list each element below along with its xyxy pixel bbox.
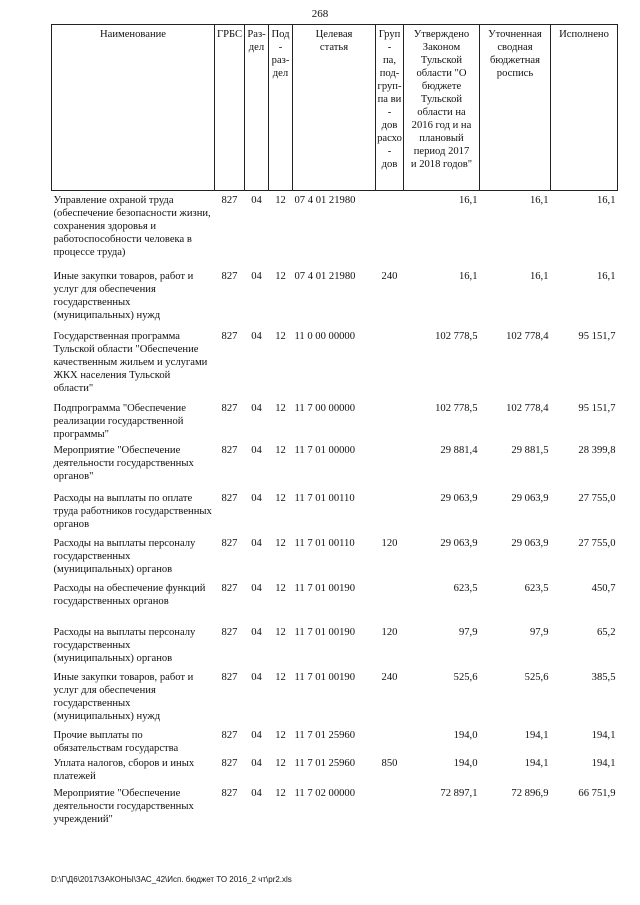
row-grbs: 827 — [221, 444, 238, 456]
row-section: 04 — [251, 729, 262, 741]
row-grbs: 827 — [221, 537, 238, 549]
row-approved: 29 063,9 — [440, 492, 478, 504]
table-row — [52, 582, 618, 626]
file-path-footer: D:\Г\Д6\2017\ЗАКОНЫ\ЗАС_42\Исп. бюджет ТО 2016_2 чт\pr2.xls — [51, 875, 292, 884]
table-row — [52, 626, 618, 671]
row-target-article: 11 7 01 25960 — [294, 729, 356, 741]
row-section: 04 — [251, 330, 262, 342]
row-expense-group — [376, 582, 404, 626]
row-expense-group — [376, 330, 404, 402]
row-target-article: 11 7 00 00000 — [294, 402, 356, 414]
row-expense-group: 120 — [381, 537, 398, 549]
table-row — [52, 492, 618, 537]
row-subsection: 12 — [275, 270, 286, 282]
row-refined: 525,6 — [524, 671, 549, 683]
row-name: Расходы на выплаты персоналу государственных (муниципальных) органов — [53, 626, 196, 664]
row-name: Управление охраной труда (обеспечение безопасности жизни, сохранения здоровья и работоспособности человека в процессе труда) — [53, 195, 211, 258]
row-subsection: 12 — [275, 582, 286, 594]
row-subsection: 12 — [275, 787, 286, 799]
row-name: Расходы на обеспечение функций государственных органов — [53, 582, 206, 607]
row-section: 04 — [251, 492, 262, 504]
row-target-article: 11 7 01 00110 — [294, 537, 355, 549]
row-expense-group — [376, 191, 404, 270]
row-grbs: 827 — [221, 729, 238, 741]
row-grbs: 827 — [221, 582, 238, 594]
row-name: Государственная программа Тульской области "Обеспечение качественным жильем и услугами ЖКХ населения Тульской области" — [53, 330, 208, 394]
row-section: 04 — [251, 787, 262, 799]
row-executed: 194,1 — [591, 729, 616, 741]
row-refined: 102 778,4 — [506, 402, 549, 414]
row-refined: 16,1 — [529, 270, 549, 282]
row-target-article: 11 7 02 00000 — [294, 787, 356, 799]
row-executed: 16,1 — [596, 270, 616, 282]
row-subsection: 12 — [275, 402, 286, 414]
row-executed: 95 151,7 — [578, 330, 616, 342]
row-expense-group — [376, 444, 404, 492]
row-executed: 28 399,8 — [578, 444, 616, 456]
row-executed: 65,2 — [596, 626, 616, 638]
row-approved: 97,9 — [458, 626, 478, 638]
header-refined: Уточненная сводная бюджетная роспись — [480, 25, 551, 191]
row-name: Подпрограмма "Обеспечение реализации государственной программы" — [53, 402, 186, 440]
row-refined: 29 063,9 — [511, 537, 549, 549]
row-approved: 194,0 — [453, 757, 478, 769]
row-executed: 16,1 — [596, 195, 616, 206]
row-approved: 16,1 — [458, 195, 478, 206]
row-refined: 16,1 — [529, 195, 549, 206]
row-executed: 95 151,7 — [578, 402, 616, 414]
header-row — [52, 25, 618, 191]
row-subsection: 12 — [275, 626, 286, 638]
row-section: 04 — [251, 757, 262, 769]
table-row — [52, 270, 618, 330]
row-refined: 194,1 — [524, 729, 549, 741]
row-grbs: 827 — [221, 757, 238, 769]
table-row — [52, 191, 618, 270]
header-expense-group: Груп- па, под- груп- па ви- дов расхо- дов — [376, 25, 404, 191]
row-subsection: 12 — [275, 330, 286, 342]
row-expense-group — [376, 402, 404, 444]
row-approved: 29 881,4 — [440, 444, 478, 456]
row-grbs: 827 — [221, 492, 238, 504]
table-row — [52, 402, 618, 444]
row-refined: 72 896,9 — [511, 787, 549, 799]
row-approved: 102 778,5 — [435, 402, 478, 414]
row-subsection: 12 — [275, 671, 286, 683]
row-executed: 27 755,0 — [578, 537, 616, 549]
row-target-article: 11 7 01 00000 — [294, 444, 356, 456]
row-approved: 623,5 — [453, 582, 478, 594]
row-name: Уплата налогов, сборов и иных платежей — [53, 757, 195, 782]
row-approved: 525,6 — [453, 671, 478, 683]
row-name: Расходы на выплаты по оплате труда работников государственных органов — [53, 492, 212, 530]
row-grbs: 827 — [221, 626, 238, 638]
row-refined: 97,9 — [529, 626, 549, 638]
table-row — [52, 729, 618, 757]
row-target-article: 07 4 01 21980 — [294, 195, 356, 206]
row-section: 04 — [251, 582, 262, 594]
table-row — [52, 444, 618, 492]
row-subsection: 12 — [275, 757, 286, 769]
header-section: Раз- дел — [245, 25, 269, 191]
row-target-article: 11 7 01 00190 — [294, 582, 356, 594]
row-refined: 29 881,5 — [511, 444, 549, 456]
row-executed: 385,5 — [591, 671, 616, 683]
row-expense-group — [376, 787, 404, 835]
row-section: 04 — [251, 270, 262, 282]
row-grbs: 827 — [221, 270, 238, 282]
row-approved: 194,0 — [453, 729, 478, 741]
row-expense-group — [376, 492, 404, 537]
header-executed: Исполнено — [551, 25, 618, 191]
row-target-article: 11 7 01 00110 — [294, 492, 355, 504]
row-expense-group — [376, 729, 404, 757]
row-subsection: 12 — [275, 195, 286, 206]
table-row — [52, 671, 618, 729]
row-grbs: 827 — [221, 402, 238, 414]
row-refined: 102 778,4 — [506, 330, 549, 342]
table-body — [52, 191, 618, 835]
row-name: Иные закупки товаров, работ и услуг для обеспечения государственных (муниципальных) нужд — [53, 671, 194, 722]
header-subsection: Под- раз- дел — [269, 25, 293, 191]
row-subsection: 12 — [275, 444, 286, 456]
row-name: Расходы на выплаты персоналу государственных (муниципальных) органов — [53, 537, 196, 575]
row-approved: 16,1 — [458, 270, 478, 282]
header-target-article: Целевая статья — [293, 25, 376, 191]
row-executed: 194,1 — [591, 757, 616, 769]
header-name: Наименование — [52, 25, 215, 191]
row-refined: 623,5 — [524, 582, 549, 594]
row-target-article: 11 7 01 00190 — [294, 626, 356, 638]
row-section: 04 — [251, 195, 262, 206]
row-section: 04 — [251, 626, 262, 638]
row-executed: 450,7 — [591, 582, 616, 594]
row-grbs: 827 — [221, 330, 238, 342]
row-name: Мероприятие "Обеспечение деятельности государственных учреждений" — [53, 787, 194, 825]
page-number: 268 — [311, 8, 329, 20]
row-executed: 66 751,9 — [578, 787, 616, 799]
row-section: 04 — [251, 537, 262, 549]
table-row — [52, 757, 618, 787]
row-section: 04 — [251, 671, 262, 683]
budget-table — [51, 24, 618, 835]
row-subsection: 12 — [275, 729, 286, 741]
row-approved: 29 063,9 — [440, 537, 478, 549]
row-target-article: 11 0 00 00000 — [294, 330, 356, 342]
row-refined: 29 063,9 — [511, 492, 549, 504]
row-approved: 72 897,1 — [440, 787, 478, 799]
row-approved: 102 778,5 — [435, 330, 478, 342]
row-grbs: 827 — [221, 671, 238, 683]
row-expense-group: 240 — [381, 671, 398, 683]
row-section: 04 — [251, 444, 262, 456]
row-name: Иные закупки товаров, работ и услуг для обеспечения государственных (муниципальных) нужд — [53, 270, 194, 321]
row-expense-group: 240 — [381, 270, 398, 282]
header-approved: Утверждено Законом Тульской области "О бюджете Тульской области на 2016 год и на плановый период 2017 и 2018 годов" — [404, 25, 480, 191]
row-name: Прочие выплаты по обязательствам государства — [53, 729, 179, 754]
header-grbs: ГРБС — [215, 25, 245, 191]
row-grbs: 827 — [221, 787, 238, 799]
row-expense-group: 850 — [381, 757, 398, 769]
row-subsection: 12 — [275, 537, 286, 549]
row-name: Мероприятие "Обеспечение деятельности государственных органов" — [53, 444, 194, 482]
row-grbs: 827 — [221, 195, 238, 206]
row-target-article: 07 4 01 21980 — [294, 270, 356, 282]
row-executed: 27 755,0 — [578, 492, 616, 504]
row-subsection: 12 — [275, 492, 286, 504]
row-refined: 194,1 — [524, 757, 549, 769]
table-row — [52, 537, 618, 582]
row-expense-group: 120 — [381, 626, 398, 638]
table-row — [52, 787, 618, 835]
row-target-article: 11 7 01 25960 — [294, 757, 356, 769]
table-row — [52, 330, 618, 402]
row-section: 04 — [251, 402, 262, 414]
row-target-article: 11 7 01 00190 — [294, 671, 356, 683]
